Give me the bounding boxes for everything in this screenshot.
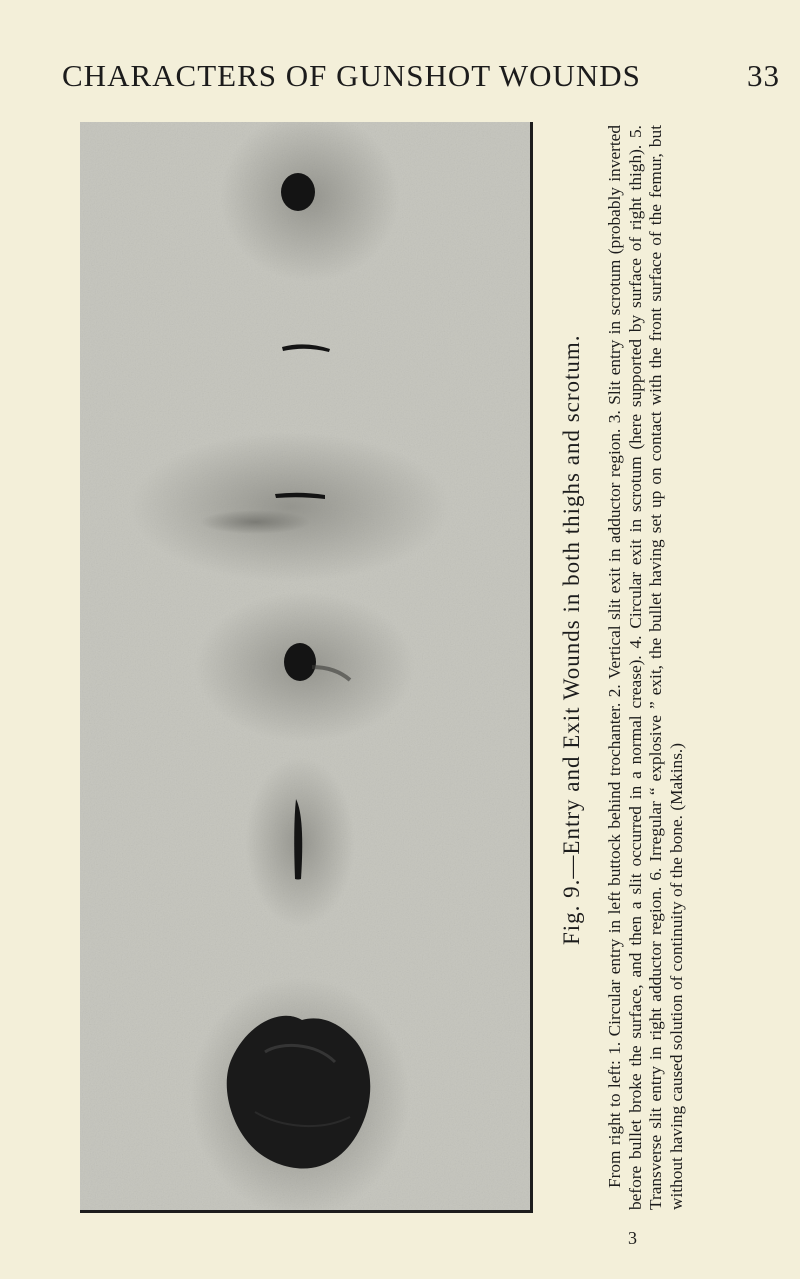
footer-page-number: 3 xyxy=(628,1228,637,1248)
wound-4-circular-exit xyxy=(284,643,316,681)
figure-caption xyxy=(545,110,745,1210)
running-header xyxy=(0,0,800,110)
figure-caption-text: From right to left: 1. Circular entry in left buttock behind trochanter. 2. Vertical slit exit in adductor region. 3. Slit entry in scrotum (probably inverted before bullet broke the surface, and then a slit occurred in a normal crease). 4. Circular exit in scrotum (here supported by surface of right thigh). 5. Transverse slit entry in right adductor region. 6. Irregular “ explosive ” exit, the bullet having set up on contact with the front surface of the femur, but without having caused solution of continuity of the bone. (Makins.) xyxy=(605,125,686,1210)
wounds-photograph-drawing xyxy=(80,122,530,1210)
wound-1-circular-entry xyxy=(281,173,315,211)
header-page-number: 33 xyxy=(747,58,780,93)
figure-title: Fig. 9.—Entry and Exit Wounds in both thighs and scrotum. xyxy=(559,334,584,945)
header-title: CHARACTERS OF GUNSHOT WOUNDS xyxy=(62,58,641,93)
wounds-photograph xyxy=(80,122,533,1213)
